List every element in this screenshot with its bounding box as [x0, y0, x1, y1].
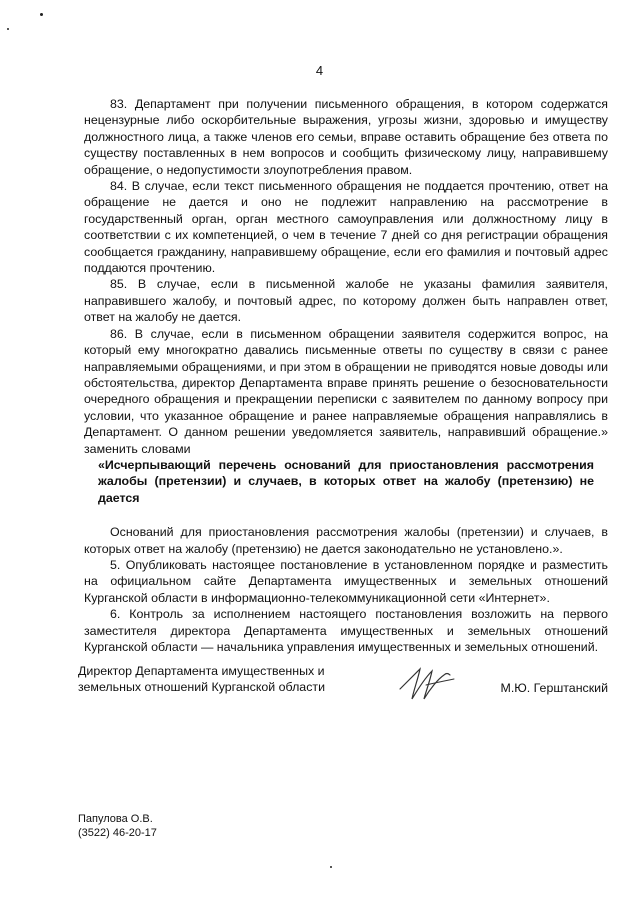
position-line-1: Директор Департамента имущественных и — [78, 664, 325, 678]
executor-footer — [78, 812, 157, 840]
signatory-position — [78, 663, 378, 696]
paragraph-6: 6. Контроль за исполнением настоящего постановления возложить на первого заместителя директора Департамента имущественных и земельных отношений Курганской области — начальника управления имущественных и земельных отношений. — [84, 607, 608, 654]
paragraph-86: 86. В случае, если в письменном обращении заявителя содержится вопрос, на который ему многократно давались письменные ответы по существу в связи с ранее направляемыми обращениями, и при этом в обращении не приводятся новые доводы или обстоятельства, директор Департамента вправе принять решение о безосновательности очередного обращения и прекращении переписки с заявителем по данному вопросу при условии, что указанное обращение и ранее направляемые обращения направлялись в Департамент. О данном решении уведомляется заявитель, направивший обращение.» заменить словами — [84, 326, 608, 456]
signatory-name: М.Ю. Герштанский — [500, 681, 608, 695]
position-line-2: земельных отношений Курганской области — [78, 680, 325, 695]
paragraph-no-grounds: Оснований для приостановления рассмотрения жалобы (претензии) и случаев, в которых ответ на жалобу (претензию) не дается законодательно не установлено.». — [84, 525, 608, 556]
executor-name: Папулова О.В. — [78, 813, 153, 825]
paragraph-5: 5. Опубликовать настоящее постановление в установленном порядке и разместить на официальном сайте Департамента имущественных и земельных отношений Курганской области в информационно-телекоммуникационной сети «Интернет». — [84, 557, 608, 605]
executor-phone: (3522) 46-20-17 — [78, 827, 157, 839]
handwritten-signature — [396, 659, 466, 705]
paragraph-83: 83. Департамент при получении письменного обращения, в котором содержатся нецензурные либо оскорбительные выражения, угрозы жизни, здоровью и имуществу должностного лица, а также членов его семьи, вправе оставить обращение без ответа по существу поставленных в нем вопросов и сообщить физическому лицу, направившему обращение, о недопустимости злоупотребления правом. — [84, 97, 608, 177]
page-number: 4 — [315, 63, 324, 78]
scan-speck — [40, 13, 43, 16]
paragraph-84: 84. В случае, если текст письменного обращения не поддается прочтению, ответ на обращение не дается и оно не подлежит направлению на рассмотрение в государственный орган, орган местного самоуправления или должностному лицу в соответствии с их компетенцией, о чем в течение 7 дней со дня регистрации обращения сообщается гражданину, направившему обращение, если его фамилия и почтовый адрес поддаются прочтению. — [84, 179, 608, 276]
scan-speck — [330, 866, 332, 868]
document-body — [84, 96, 608, 655]
section-heading: «Исчерпывающий перечень оснований для приостановления рассмотрения жалобы (претензии) и случаев, в которых ответ на жалобу (претензию) не дается — [98, 457, 594, 505]
spacer — [84, 506, 608, 524]
scan-speck — [7, 28, 9, 30]
paragraph-85: 85. В случае, если в письменной жалобе не указаны фамилия заявителя, направившего жалобу, и почтовый адрес, по которому должен быть направлен ответ, ответ на жалобу не дается. — [84, 277, 608, 325]
signature-block — [78, 663, 608, 703]
